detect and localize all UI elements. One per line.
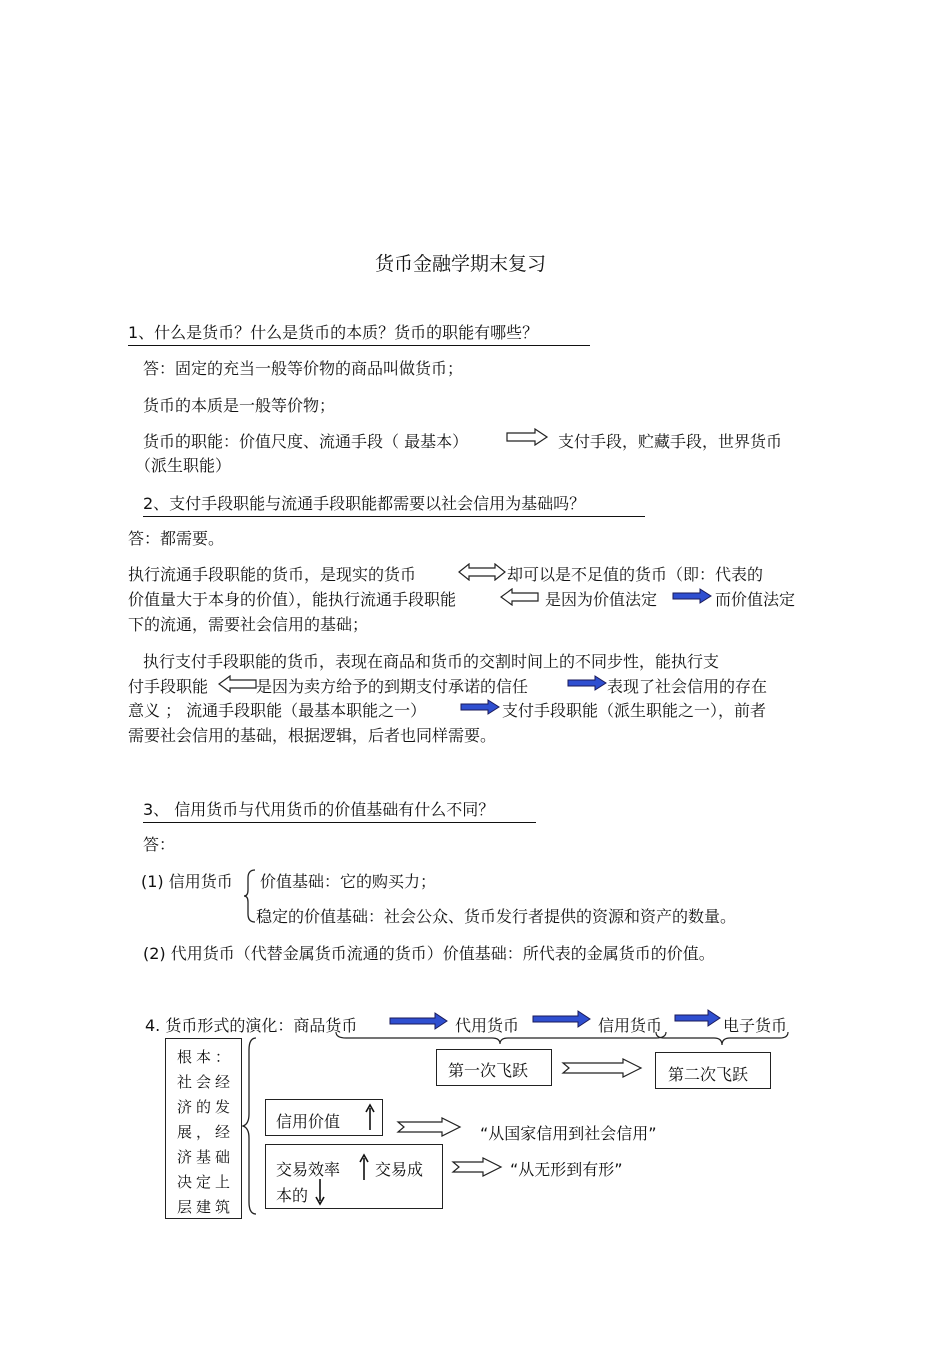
- up-arrow-icon: [358, 1153, 370, 1181]
- hollow-left-arrow-icon: [500, 588, 540, 606]
- hollow-left-arrow-icon: [218, 675, 258, 693]
- hollow-right-arrow-icon: [396, 1117, 462, 1137]
- q2-p1-line1b: 却可以是不足值的货币（即：代表的: [507, 565, 764, 584]
- curly-brace-icon: [243, 868, 257, 924]
- question-2: 2、支付手段职能与流通手段职能都需要以社会信用为基础吗？: [143, 491, 645, 517]
- down-arrow-icon: [314, 1178, 326, 1206]
- q2-p1-line2b: 是因为价值法定: [545, 590, 658, 609]
- horizontal-brace-icon: [334, 1030, 668, 1046]
- root-cause-box: [165, 1038, 242, 1219]
- blue-right-arrow-icon: [389, 1012, 449, 1030]
- credit-value-box: [265, 1099, 383, 1136]
- trade-efficiency-label: 交易效率: [276, 1160, 341, 1179]
- hollow-right-arrow-icon: [505, 428, 549, 446]
- up-arrow-icon: [364, 1103, 376, 1131]
- q3-answer: 答：: [143, 835, 176, 854]
- q1-answer-line: 答：固定的充当一般等价物的商品叫做货币；: [143, 359, 464, 378]
- stage-credit-money: 信用货币: [598, 1016, 663, 1035]
- q2-p2-line1: 执行支付手段职能的货币，表现在商品和货币的交割时间上的不同步性，能执行支: [143, 652, 720, 671]
- q2-p1-line2c: 而价值法定: [715, 590, 796, 609]
- q1-functions-text: 货币的职能：价值尺度、流通手段（ 最基本）: [143, 432, 469, 451]
- q2-p2-line4: 需要社会信用的基础，根据逻辑，后者也同样需要。: [128, 726, 497, 745]
- trade-quote: “从无形到有形”: [510, 1160, 623, 1179]
- q1-derived-functions: 支付手段，贮藏手段，世界货币: [558, 432, 783, 451]
- question-3: 3、 信用货币与代用货币的价值基础有什么不同？: [143, 797, 536, 823]
- blue-right-arrow-icon: [460, 699, 500, 715]
- q2-p2-line2c: 表现了社会信用的存在: [607, 677, 768, 696]
- first-leap-label: 第一次飞跃: [448, 1061, 529, 1080]
- blue-right-arrow-icon: [567, 675, 607, 691]
- q2-answer: 答：都需要。: [128, 529, 225, 548]
- credit-quote: “从国家信用到社会信用”: [480, 1124, 657, 1143]
- q2-p1-line3: 下的流通，需要社会信用的基础；: [128, 615, 369, 634]
- q2-p2-line2a: 付手段职能: [128, 677, 209, 696]
- second-leap-box: [655, 1052, 771, 1089]
- hollow-right-arrow-icon: [451, 1157, 503, 1177]
- curly-brace-icon: [242, 1036, 258, 1216]
- credit-value-label: 信用价值: [276, 1112, 341, 1131]
- q2-p2-line3b: 支付手段职能（派生职能之一），前者: [502, 701, 767, 720]
- stage-substitute-money: 代用货币: [455, 1016, 520, 1035]
- second-leap-label: 第二次飞跃: [668, 1065, 749, 1084]
- question-1: 1、什么是货币？什么是货币的本质？货币的职能有哪些？: [128, 320, 590, 346]
- root-cause-text: 根本：社会经济的发展，经济基础决定上层建筑: [177, 1048, 235, 1216]
- q2-p2-line3a: 意义 ； 流通手段职能（最基本职能之一）: [128, 701, 427, 720]
- q2-p2-line2b: 是因为卖方给予的到期支付承诺的信任: [256, 677, 529, 696]
- q3-item1-a: 价值基础：它的购买力；: [260, 872, 437, 891]
- q3-item2: (2) 代用货币（代替金属货币流通的货币）价值基础：所代表的金属货币的价值。: [143, 944, 715, 963]
- q1-essence-line: 货币的本质是一般等价物；: [143, 396, 336, 415]
- q3-item1-label: (1) 信用货币: [141, 872, 233, 891]
- q1-derived-label: （派生职能）: [135, 456, 232, 475]
- hollow-double-arrow-icon: [458, 563, 506, 581]
- q3-item1-b: 稳定的价值基础：社会公众、货币发行者提供的资源和资产的数量。: [256, 907, 737, 926]
- trade-cost-label-2: 本的: [276, 1186, 309, 1205]
- blue-right-arrow-icon: [674, 1009, 722, 1027]
- trade-cost-label: 交易成: [375, 1160, 424, 1179]
- page-title: 货币金融学期末复习: [375, 253, 547, 275]
- q2-p1-line1a: 执行流通手段职能的货币，是现实的货币: [128, 565, 417, 584]
- blue-right-arrow-icon: [672, 588, 712, 604]
- trade-efficiency-box: [265, 1144, 443, 1209]
- hollow-right-arrow-icon: [561, 1058, 643, 1078]
- horizontal-brace-icon: [654, 1030, 790, 1048]
- q2-p1-line2a: 价值量大于本身的价值），能执行流通手段职能: [128, 590, 457, 609]
- stage-electronic-money: 电子货币: [723, 1016, 788, 1035]
- blue-right-arrow-icon: [532, 1010, 592, 1028]
- first-leap-box: [436, 1049, 552, 1086]
- q4-heading: 4. 货币形式的演化：商品货币: [145, 1016, 358, 1035]
